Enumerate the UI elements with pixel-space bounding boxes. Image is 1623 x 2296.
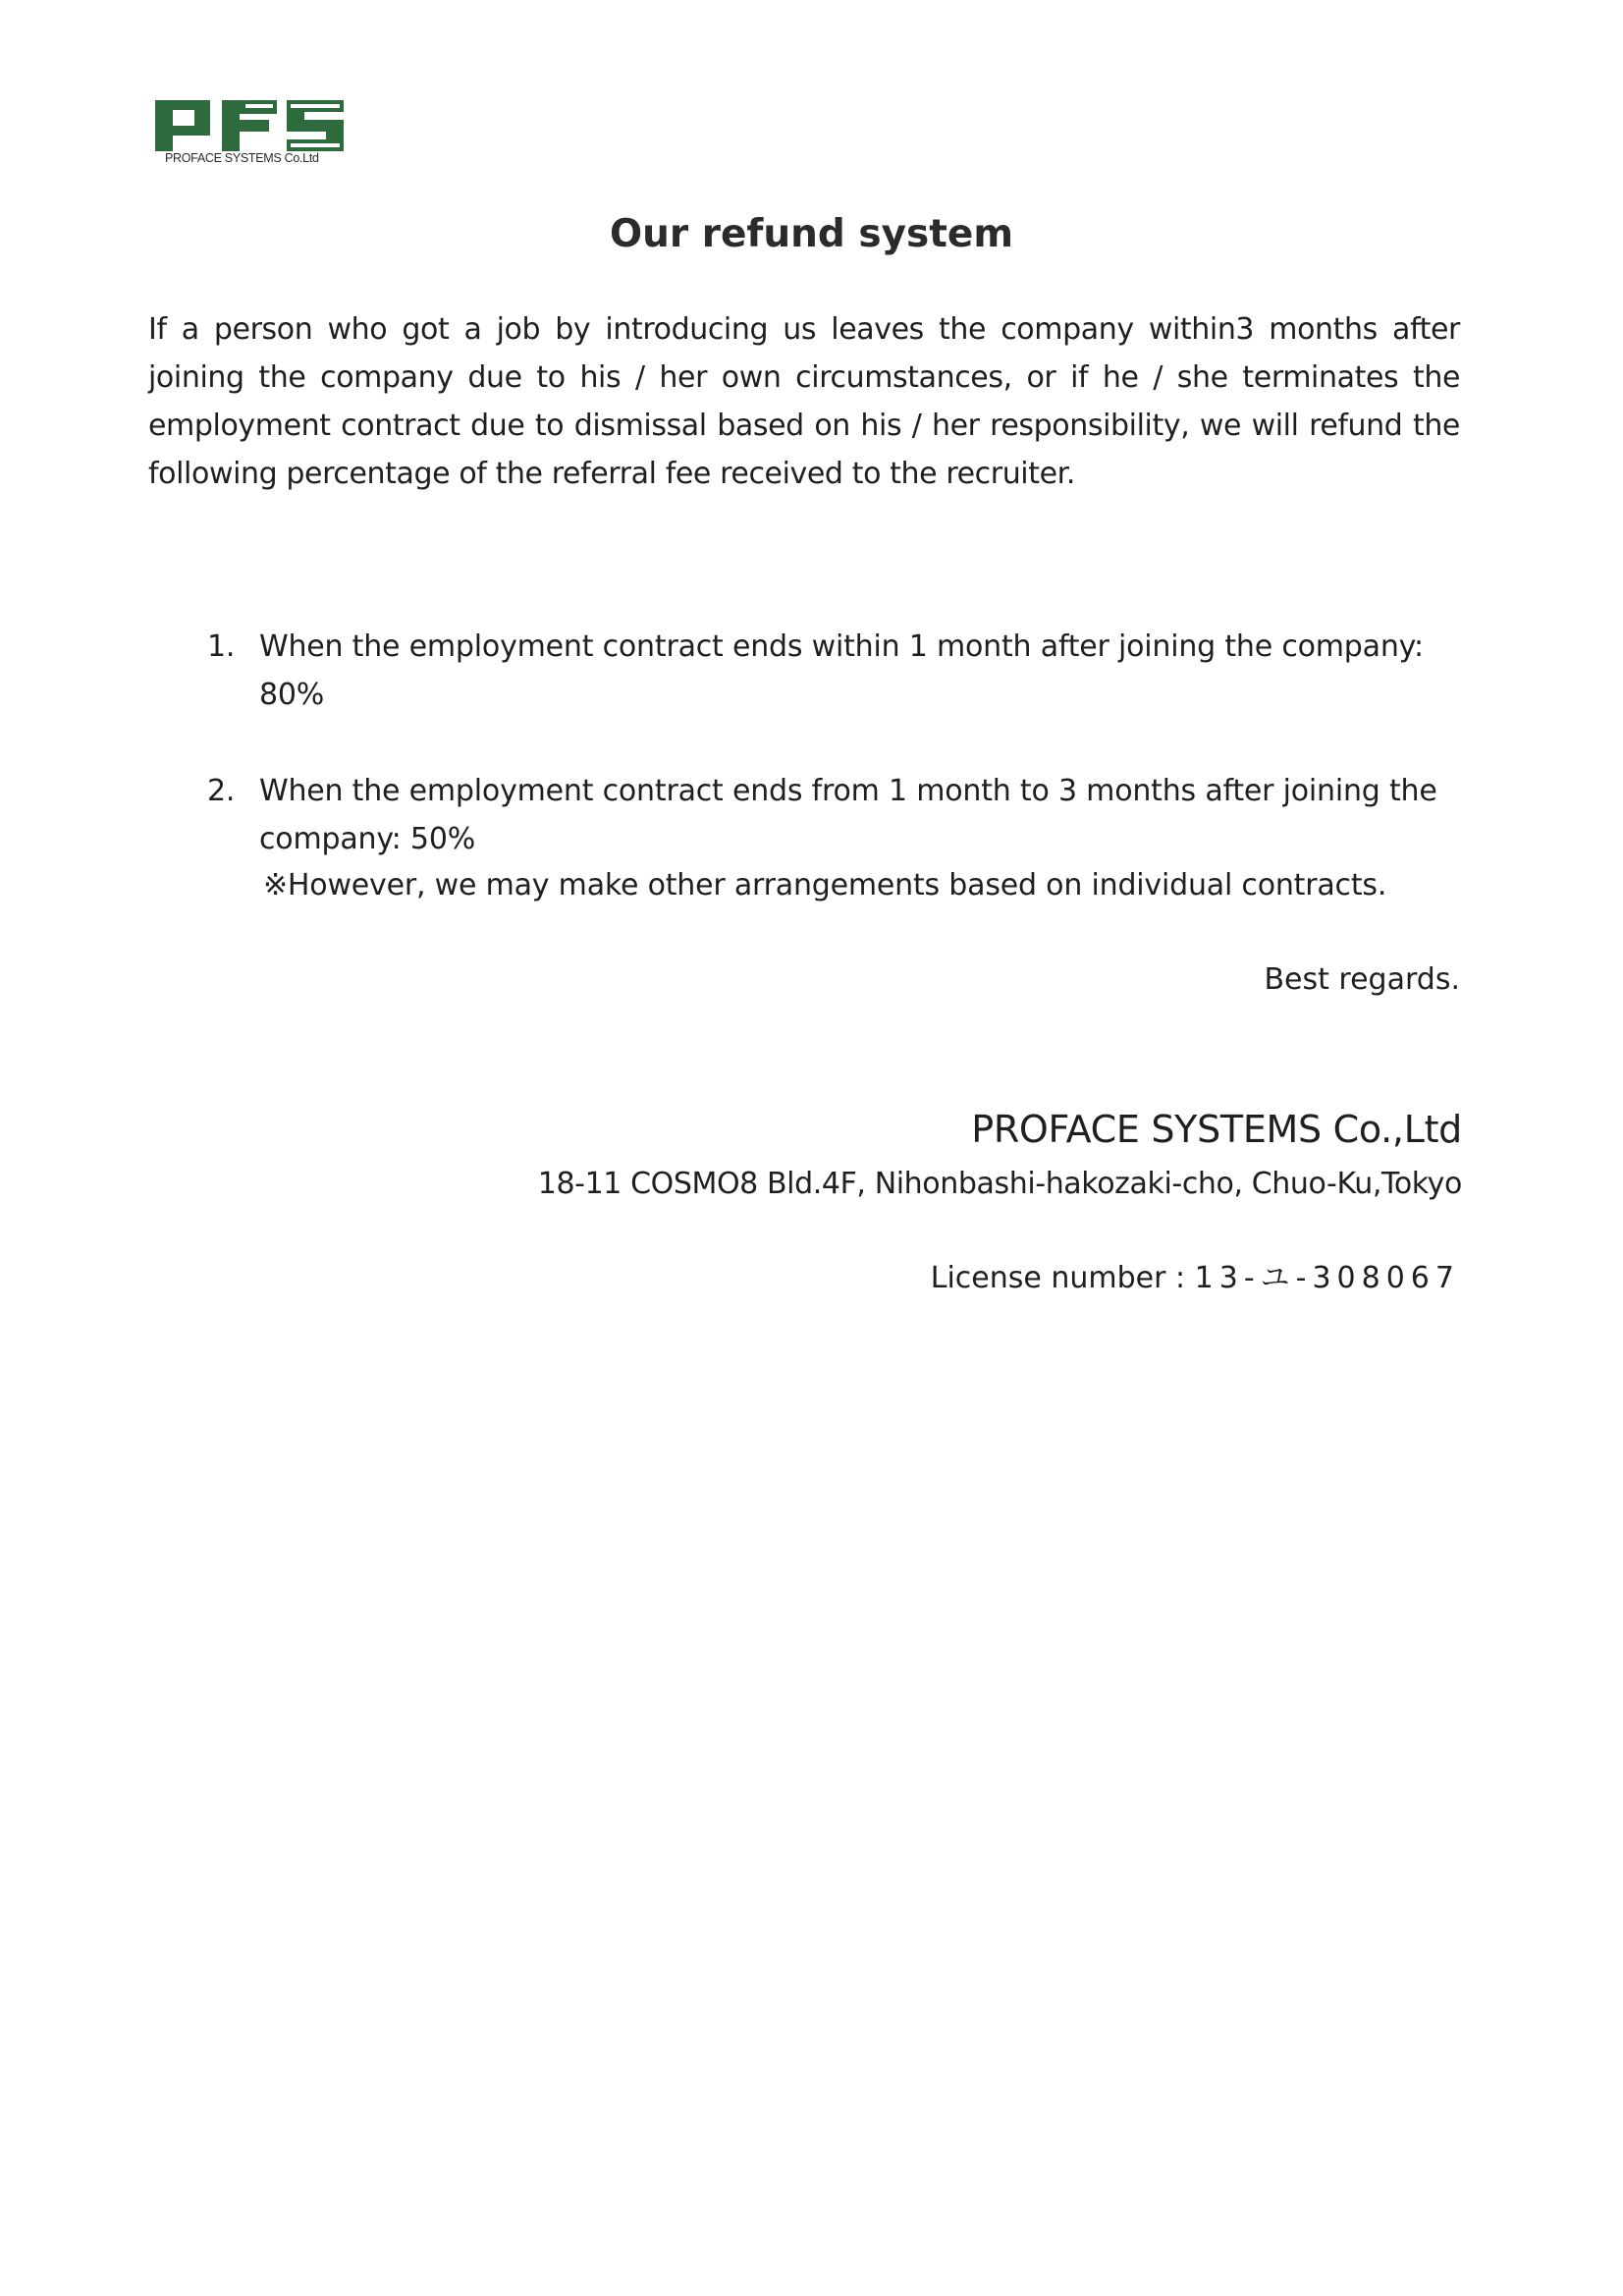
license-number: 13-ユ-308067 [1194, 1261, 1460, 1295]
company-name: PROFACE SYSTEMS Co.,Ltd [971, 1108, 1462, 1151]
logo-caption: PROFACE SYSTEMS Co.Ltd [165, 151, 319, 165]
closing-text: Best regards. [1264, 962, 1460, 997]
list-item [204, 767, 1471, 863]
license-line [931, 1257, 1460, 1300]
list-item-text: When the employment contract ends from 1 month to 3 months after joining the company: 50% [259, 774, 1437, 856]
document-title: Our refund system [610, 212, 1013, 256]
pfs-logo-icon [151, 96, 346, 155]
note-text: ※However, we may make other arrangements based on individual contracts. [263, 868, 1387, 902]
company-logo [151, 96, 346, 167]
list-item [204, 623, 1471, 719]
license-label: License number : [930, 1261, 1195, 1295]
list-item-number: 1. [207, 629, 236, 664]
intro-paragraph: If a person who got a job by introducing us leaves the company within3 months after joining the company due to his / her own circumstances, or if he / she terminates the employment contract due to dismissal based on his / her responsibility, we will refund the following percentage of the referral fee received to the recruiter. [148, 312, 1460, 491]
list-item-text: When the employment contract ends within 1 month after joining the company: 80% [259, 629, 1424, 712]
list-item-number: 2. [207, 774, 236, 808]
company-address: 18-11 COSMO8 Bld.4F, Nihonbashi-hakozaki-cho, Chuo-Ku,Tokyo [537, 1167, 1462, 1201]
